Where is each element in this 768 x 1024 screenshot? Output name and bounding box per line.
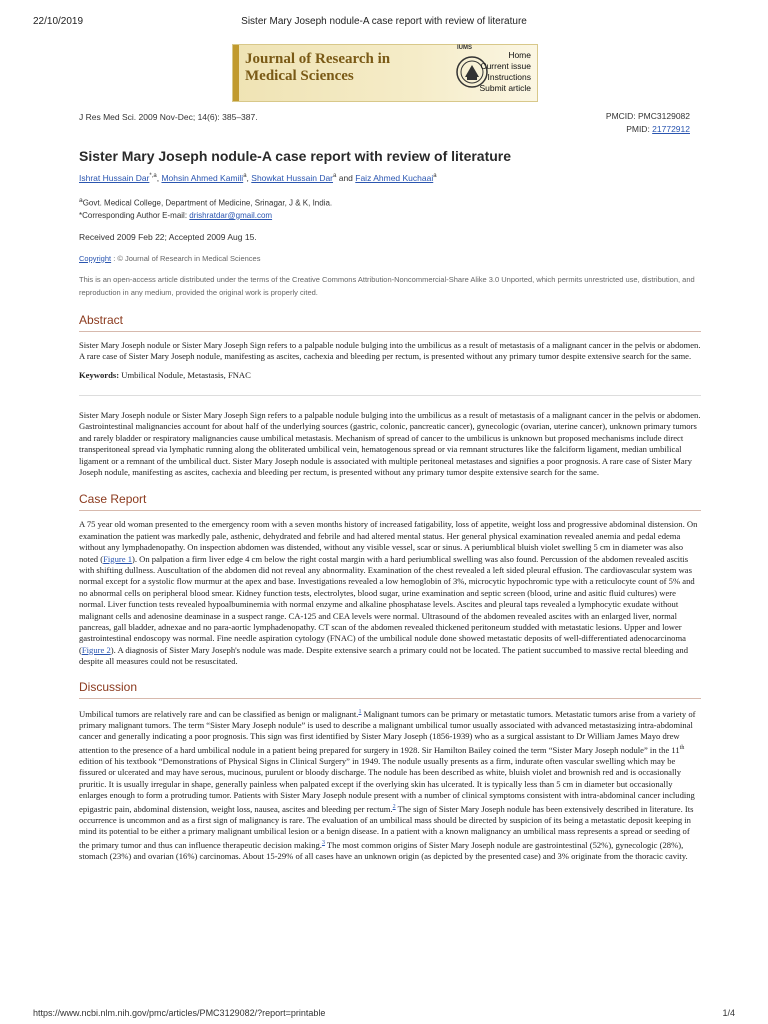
pmid-label: PMID: bbox=[626, 124, 653, 134]
corresponding-prefix: *Corresponding Author E-mail: bbox=[79, 210, 190, 220]
disc-text-3: edition of his textbook “Demonstrations of Physical Signs in Clinical Surgery” in 1949. The nodule usually presents as a firm, indurate often vascular swelling which may be fissured or ulcerated and may have serous, mucinous, purulent or bloody discharge. The nodule has been described as white, bluish violet and brownish red and is occasionally pruritic. It is usually irregular in shape, generally painless when palpated except if the overlying skin has ulcerated. It is typically less than 5 cm in diameter but occasionally enlarges enough to form a protruding tumor. Patients with Sister Mary Joseph nodule present with a number of clinical symptoms consistent with intra-abdominal cancer including epigastric pain, abdominal distension, weight loss, nausea, ascites and bleeding per rectum. bbox=[79, 755, 695, 814]
case-report-section bbox=[79, 492, 701, 667]
disc-text-4: The sign of Sister Mary Joseph nodule has been extensively described in literature. Its occurrence is uncommon and as a first sign of malignancy is rare. The evaluation of an umbilical mass should be directed by suspicion of its being a metastatic deposit keeping in mind its potential to be either a primary malignant umbilical lesion or a benign disease. In a patient with a known malignancy an umbilical mass represents a spread or seeding of the primary tumor and thus can influence therapeutic decision making. bbox=[79, 803, 694, 850]
journal-title[interactable] bbox=[245, 51, 395, 85]
intro-text: Sister Mary Joseph nodule or Sister Mary Joseph Sign refers to a palpable nodule bulging into the umbilicus as a result of metastasis of a malignant cancer in the pelvis or abdomen. Gastrointestinal malignancies account for about half of the underlying sources (gastric, colonic, pancreatic cancer), gynecologic (ovarian, uterine cancer), unknown primary tumors and rarely bladder or respiratory malignancies cause umbilical metastasis. Mechanism of spread of cancer to the umbilicus is unknown but proposed mechanisms include direct transperitoneal spread via lymphatic running along the obliterated umbilical vein, hematogenous spread or via remnant structures like the falciform ligament, median umbilical ligament or a remnant of the umbilical duct. Sister Mary Joseph nodule is associated with multiple peritoneal metastases and signifies a poor prognosis. A rare case of Sister Mary Joseph nodule, manifesting as ascites, cachexia and bleeding per rectum, is presented without any primary tumor despite extensive search for the same. bbox=[79, 409, 701, 477]
ordinal-sup: th bbox=[679, 744, 685, 751]
ref-1-link[interactable]: 1 bbox=[358, 708, 362, 715]
author-link[interactable]: Faiz Ahmed Kuchaai bbox=[355, 173, 434, 183]
author-sup: a bbox=[333, 173, 337, 180]
footer-page-number: 1/4 bbox=[722, 1008, 735, 1018]
case-text-3: ). A diagnosis of Sister Mary Joseph's nodule was made. Despite extensive search a primary could not be located. The patient succumbed to massive rectal bleeding and despite all measures could not be resuscitated. bbox=[79, 644, 689, 667]
corresponding-email-link[interactable]: drishratdar@gmail.com bbox=[189, 210, 273, 220]
article-title: Sister Mary Joseph nodule-A case report with review of literature bbox=[79, 148, 512, 164]
discussion-section bbox=[79, 680, 701, 863]
affiliation-text: Govt. Medical College, Department of Medicine, Srinagar, J & K, India. bbox=[82, 198, 333, 208]
corresponding-author bbox=[79, 210, 701, 222]
banner-nav bbox=[480, 50, 532, 94]
author-link[interactable]: Ishrat Hussain Dar bbox=[79, 173, 150, 183]
print-header bbox=[33, 16, 735, 30]
citation: J Res Med Sci. 2009 Nov-Dec; 14(6): 385–387. bbox=[79, 112, 258, 122]
abstract-text: Sister Mary Joseph nodule or Sister Mary Joseph Sign refers to a palpable nodule bulging into the umbilicus as a result of metastasis of a malignant cancer in the pelvis or abdomen. A rare case of Sister Mary Joseph nodule, manifesting as ascites, cachexia and bleeding per rectum, is presented without any primary tumor despite extensive search for the same. bbox=[79, 339, 701, 362]
pmcid: PMCID: PMC3129082 bbox=[605, 111, 690, 121]
keywords-values: Umbilical Nodule, Metastasis, FNAC bbox=[119, 370, 251, 381]
journal-title-line2: Medical Sciences bbox=[245, 68, 354, 84]
abstract-section bbox=[79, 313, 701, 382]
case-report-text bbox=[79, 519, 701, 667]
print-date: 22/10/2019 bbox=[33, 16, 84, 27]
author-sep: and bbox=[336, 173, 356, 183]
copyright-link[interactable]: Copyright bbox=[79, 253, 112, 263]
copyright bbox=[79, 254, 701, 263]
license-text: This is an open-access article distributed under the terms of the Creative Commons Attribution-Noncommercial-Share Alike 3.0 Unported, which permits unrestricted use, distribution, and reproduction in any medium, provided the original work is properly cited. bbox=[79, 274, 695, 297]
keywords-label: Keywords: bbox=[79, 370, 120, 381]
nav-instructions[interactable]: Instructions bbox=[487, 72, 531, 82]
figure-2-link[interactable]: Figure 2 bbox=[81, 644, 111, 655]
ref-3-link[interactable]: 3 bbox=[321, 839, 325, 846]
author-sep: , bbox=[246, 173, 252, 183]
footer-url: https://www.ncbi.nlm.nih.gov/pmc/articles/PMC3129082/?report=printable bbox=[33, 1008, 326, 1018]
banner-accent-bar bbox=[233, 45, 239, 101]
abstract-heading: Abstract bbox=[79, 313, 701, 332]
discussion-text bbox=[79, 707, 701, 863]
intro-section bbox=[79, 395, 701, 478]
keywords bbox=[79, 370, 701, 381]
affiliation bbox=[79, 195, 701, 210]
logo-text: IUMS bbox=[457, 45, 472, 51]
author-list bbox=[79, 173, 701, 183]
pmid bbox=[606, 123, 690, 136]
affiliation-block bbox=[79, 195, 701, 222]
author-sup: *,a bbox=[149, 173, 157, 180]
case-text-2: ). On palpation a firm liver edge 4 cm below the right costal margin with a hard periumblical swelling was also found. Percussion of the abdomen revealed ascitis with shifting dullness. Auscultation of the abdomen did not reveal any abnormality. Examination of the chest revealed a left sided pleural effusion. The cardiovascular system was normal except for a systolic flow murmur at the apex and base. Investigations revealed a low hemoglobin of 3%, microcytic hypochromic type with a reticulocyte count of 5% and no abnormal cells on peripheral blood smear. Kidney function tests, electrolytes, blood sugar, urine examination and septic screen (blood, urine and asitic fluid cultures) were normal. Liver function tests revealed hypoalbuminemia with normal enzyme and alkaline phosphatase levels. Ascites and pleural taps revealed a lymphocytic exudate without malignant cells and adenosine deaminase in a suspect range. CA-125 and CEA levels were normal. Ultrasound of the abdomen revealed ascites with an enlarged liver, normal pancreas, gall bladder, adnexae and no para-aortic lymphadenopathy. CT scan of the abdomen revealed thickened peritoneum studded with metastatic lesions. Upper and lower gastrointestinal endoscopy was normal. Fine needle aspiration cytology (FNAC) of the umbilical nodule done showed metastatic deposits of well-differentiated adenocarcinoma ( bbox=[79, 553, 695, 655]
author-link[interactable]: Showkat Hussain Dar bbox=[251, 173, 334, 183]
author-sup: a bbox=[433, 173, 437, 180]
author-sep: , bbox=[156, 173, 162, 183]
article-main bbox=[79, 148, 701, 862]
nav-submit-article[interactable]: Submit article bbox=[479, 83, 531, 93]
ref-2-link[interactable]: 2 bbox=[392, 803, 396, 810]
author-sup: a bbox=[243, 173, 247, 180]
nav-home[interactable]: Home bbox=[508, 50, 531, 60]
pmid-link[interactable]: 21772912 bbox=[652, 124, 690, 134]
affiliation-sup: a bbox=[79, 197, 83, 204]
case-report-heading: Case Report bbox=[79, 492, 701, 511]
journal-banner bbox=[232, 44, 538, 102]
author-link[interactable]: Mohsin Ahmed Kamili bbox=[161, 173, 244, 183]
discussion-heading: Discussion bbox=[79, 680, 701, 699]
print-title: Sister Mary Joseph nodule-A case report with review of literature bbox=[241, 16, 527, 27]
journal-title-line1: Journal of Research in bbox=[245, 51, 391, 67]
received-dates: Received 2009 Feb 22; Accepted 2009 Aug 15. bbox=[79, 231, 257, 242]
disc-text-5: The most common origins of Sister Mary Joseph nodule are gastrointestinal (52%), gynecologic (28%), stomach (23%) and ovarian (16%) carcinomas. About 15-29% of all cases have an unknown origin (as depicted by the presented case) and 3% originate from the thoracic cavity. bbox=[79, 839, 688, 861]
figure-1-link[interactable]: Figure 1 bbox=[103, 553, 132, 564]
copyright-text: : © Journal of Research in Medical Sciences bbox=[111, 253, 261, 263]
disc-text-1: Umbilical tumors are relatively rare and can be classified as benign or malignant. bbox=[79, 708, 359, 719]
article-ids bbox=[606, 110, 690, 136]
case-text-1: A 75 year old woman presented to the emergency room with a seven months history of increased fatigability, loss of appetite, weight loss and progressive abdominal distension. On examination the patient was markedly pale, asthenic, dehydrated and febrile and had altered mental status. Her general physical examination revealed anemia and pedal edema without any lymphadenopathy. On inspection abdomen was distended, without any visible vessel, scar or sinus. A periumblical bluish violet swelling 5 cm in diameter was also noted ( bbox=[79, 519, 698, 564]
nav-current-issue[interactable]: Current issue bbox=[480, 61, 531, 71]
disc-text-2: Malignant tumors can be primary or metastatic tumors. Metastatic tumors arise from a variety of primary malignant tumors. The term “Sister Mary Joseph nodule” is used to describe a malignant umbilical tumor usually associated with advanced metastasizing intra-abdominal cancer and generally indicating a poor prognosis. This sign was first identified by Sister Mary Joseph (1856-1939) who as a surgical assistant to Dr William James Mayo drew attention to the presence of a hard umbilical nodule in a patient being prepared for surgery in 1928. Sir Hamilton Bailey coined the term “Sister Mary Joseph nodule” in the 11 bbox=[79, 708, 696, 755]
